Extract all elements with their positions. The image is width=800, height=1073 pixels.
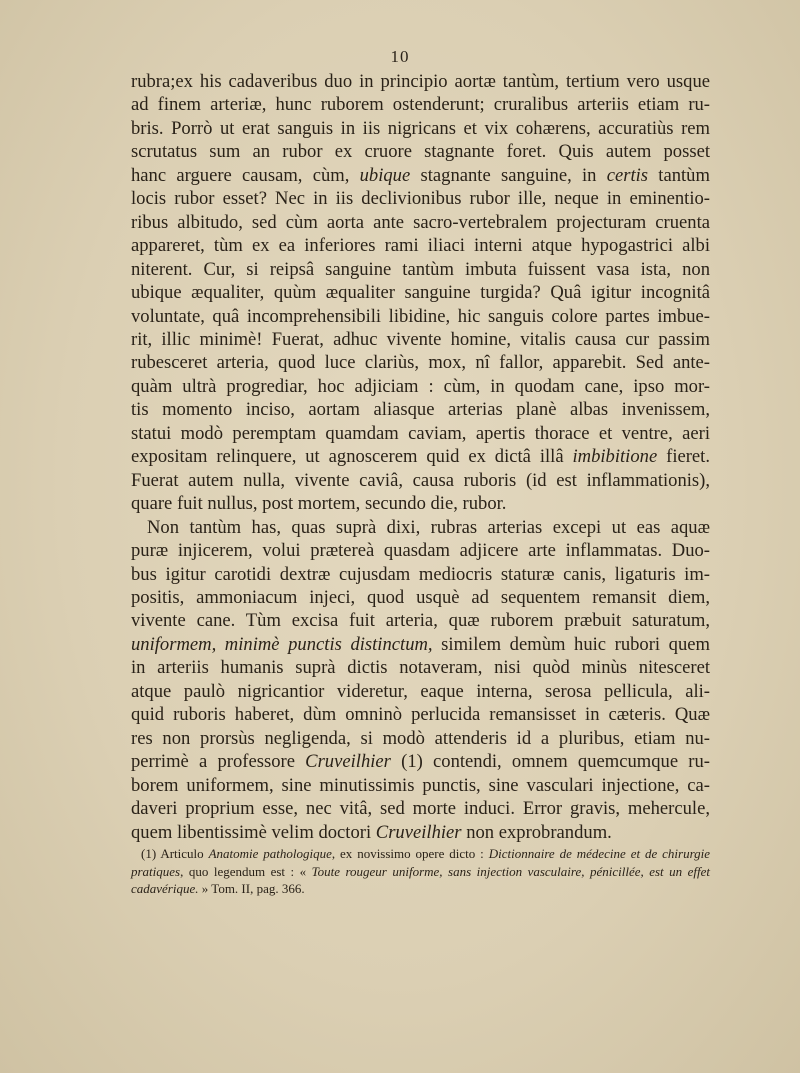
text-line: appareret, tùm ex ea inferiores rami iliaci interni atque hypogastrici albi [131, 235, 710, 257]
text-run: hanc arguere causam, cùm, [131, 164, 350, 186]
paragraph-1 [131, 70, 710, 516]
text-run: tantùm [658, 164, 710, 186]
text-line [131, 750, 710, 773]
author-name: Cruveilhier [305, 751, 391, 773]
footnote-marker: (1) Articulo [141, 846, 204, 861]
text-line: tis momento inciso, aortam aliasque arterias planè albas invenissem, [131, 399, 710, 421]
text-line: ubique æqualiter, quùm æqualiter sanguine turgida? Quâ igitur incognitâ [131, 282, 710, 304]
text-line: res non prorsùs negligenda, si modò attenderis id a pluribus, etiam nu- [131, 727, 710, 749]
text-line: puræ injicerem, volui prætereà quasdam adjicere arte inflammatas. Duo- [131, 540, 710, 562]
footnote-reference: » Tom. II, pag. 366. [201, 881, 305, 896]
text-line: Non tantùm has, quas suprà dixi, rubras arterias excepi ut eas aquæ [147, 516, 710, 538]
text-run: perrimè a professore [131, 751, 295, 773]
text-line: daveri proprium esse, nec vitâ, sed morte induci. Error gravis, mehercule, [131, 798, 710, 820]
footnote-article-title: Anatomie pathologique [208, 846, 332, 861]
italic-term: ubique [359, 164, 411, 186]
text-line [131, 633, 710, 656]
italic-term: imbibitione [572, 446, 658, 468]
text-run: quem libentissimè velim doctori [131, 821, 372, 843]
text-line: quare fuit nullus, post mortem, secundo die, rubor. [131, 493, 507, 515]
italic-term: certis [606, 164, 649, 186]
footnote [131, 845, 710, 898]
text-line: in arteriis humanis suprà dictis notaveram, nisi quòd minùs nitesceret [131, 657, 710, 679]
text-line: quid ruboris haberet, dùm omninò perlucida remansisset in cæteris. Quæ [131, 704, 710, 726]
text-line: positis, ammoniacum injeci, quod usquè ad sequentem remansit diem, [131, 586, 710, 608]
footnote-quote: Toute rougeur uniforme, sans injection vasculaire, pénicillée, est un effet cadavérique. [131, 863, 710, 896]
text-line: ribus albitudo, sed cùm aorta ante sacro-vertebralem projecturam cruenta [131, 211, 710, 233]
text-line: statui modò peremptam quamdam caviam, apertis thorace et ventre, aeri [131, 422, 710, 444]
text-line: rit, illic minimè! Fuerat, adhuc vivente homine, vitalis causa cur passim [131, 328, 710, 350]
text-line: bus igitur carotidi dextræ cujusdam mediocris staturæ canis, ligaturis im- [131, 563, 710, 585]
body-text [131, 70, 710, 844]
italic-term: uniformem, minimè punctis distinctum, [131, 633, 433, 655]
text-run: (1) contendi, omnem quemcumque ru- [401, 751, 710, 773]
text-line: niterent. Cur, si reipsâ sanguine tantùm imbuta fuissent vasa ista, non [131, 258, 710, 280]
text-line: atque paulò nigricantior videretur, eaque interna, serosa pellicula, ali- [131, 680, 710, 702]
text-line: scrutatus sum an rubor ex cruore stagnante foret. Quis autem posset [131, 141, 710, 163]
text-run: expositam relinquere, ut agnoscerem quid ex dictâ illâ [131, 446, 564, 468]
text-line: borem uniformem, sine minutissimis punctis, sine vasculari injectione, ca- [131, 774, 710, 796]
page-number: 10 [390, 47, 410, 66]
text-run: stagnante sanguine, in [420, 164, 597, 186]
text-line [131, 164, 710, 187]
text-run: non exprobrandum. [466, 821, 612, 843]
footnote-run: , quo legendum est : « [180, 863, 307, 879]
footnote-text [131, 845, 710, 898]
author-name: Cruveilhier [375, 821, 462, 843]
text-line: vivente cane. Tùm excisa fuit arteria, quæ ruborem præbuit saturatum, [131, 610, 710, 632]
text-run: similem demùm huic rubori quem [441, 633, 710, 655]
text-line: rubra;ex his cadaveribus duo in principio aortæ tantùm, tertium vero usque [131, 71, 710, 92]
text-line: Fuerat autem nulla, vivente caviâ, causa ruboris (id est inflammationis), [131, 469, 710, 491]
text-line: quàm ultrà progrediar, hoc adjiciam : cùm, in quodam cane, ipso mor- [131, 375, 710, 397]
footnote-run: , ex novissimo opere dicto : [331, 846, 484, 861]
text-line [131, 821, 710, 844]
text-line: locis rubor esset? Nec in iis declivionibus rubor ille, neque in eminentio- [131, 188, 710, 210]
text-line: bris. Porrò ut erat sanguis in iis nigricans et vix cohærens, accuratiùs rem [131, 117, 710, 139]
footnote-dictionary-title: Dictionnaire de médecine et de chirurgie pratiques [131, 846, 711, 879]
text-run: fieret. [666, 446, 710, 468]
text-line [131, 445, 710, 468]
text-line: ad finem arteriæ, hunc ruborem ostenderunt; cruralibus arteriis etiam ru- [131, 94, 710, 116]
text-line: rubesceret arteria, quod luce clariùs, mox, nî fallor, apparebit. Sed ante- [131, 352, 710, 374]
text-line: voluntate, quâ incomprehensibili libidine, hic sanguis colore partes imbue- [131, 305, 710, 327]
paragraph-2 [131, 516, 710, 844]
